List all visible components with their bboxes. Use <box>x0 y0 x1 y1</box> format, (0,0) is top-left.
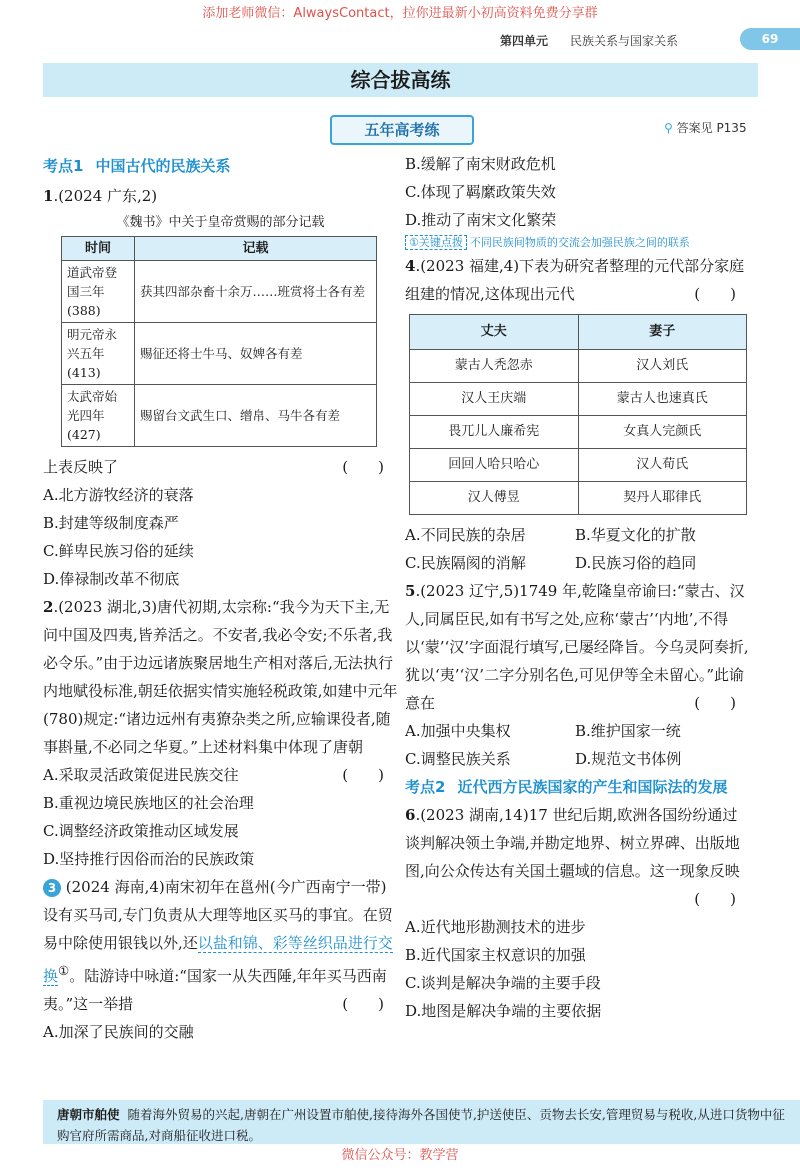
hint-text: 不同民族间物质的交流会加强民族之间的联系 <box>469 236 690 249</box>
option-c[interactable]: C.民族隔阂的消解 <box>405 554 526 572</box>
option-b[interactable]: B.近代国家主权意识的加强 <box>405 946 586 964</box>
answer-reference-text: 答案见 P135 <box>676 121 747 135</box>
section-heading-2 <box>405 775 750 799</box>
question-4 <box>405 252 750 308</box>
table-cell: 明元帝永兴五年(413) <box>62 323 135 385</box>
option-b[interactable]: B.重视边境民族地区的社会治理 <box>43 794 254 812</box>
question-source: .(2024 广东,2) <box>53 187 158 205</box>
note-marker: ① <box>58 963 70 978</box>
key-hint <box>405 234 750 252</box>
left-column <box>43 150 398 1046</box>
answer-blank[interactable]: ( ) <box>694 890 736 908</box>
table-header: 妻子 <box>578 315 747 350</box>
section-label: 考点2 <box>405 778 446 796</box>
answer-blank[interactable]: ( ) <box>694 285 736 303</box>
option-b[interactable]: B.维护国家一统 <box>575 722 681 740</box>
table-cell: 获其四部杂畜十余万……班赏将士各有差 <box>135 261 377 323</box>
question-stem <box>43 453 398 481</box>
options-ab <box>405 521 750 549</box>
option-c[interactable]: C.谈判是解决争端的主要手段 <box>405 974 601 992</box>
question-text: .(2023 湖北,3)唐代初期,太宗称:“我今为天下主,无问中国及四夷,皆养活之。不安者,我必令安;不乐者,我必令乐。”由于边远诸族聚居地生产相对落后,无法执行内地赋役标准,朝廷依据实情实施轻税政策,如建中元年(780)规定:“诸边远州有夷獠杂类之所,应输课役者,随事斟量,不必同之华夏。”上述材料集中体现了唐朝 <box>43 598 398 756</box>
table-cell: 蒙古人也速真氏 <box>578 383 747 416</box>
stem-text: 上表反映了 <box>43 458 119 476</box>
table-header: 丈夫 <box>410 315 579 350</box>
table-cell: 契丹人耶律氏 <box>578 482 747 515</box>
options-ab <box>405 717 750 745</box>
option-d[interactable]: D.地图是解决争端的主要依据 <box>405 1002 602 1020</box>
table-caption: 《魏书》中关于皇帝赏赐的部分记载 <box>116 215 325 230</box>
table-row <box>410 482 747 515</box>
option-d[interactable]: D.俸禄制改革不彻底 <box>43 570 180 588</box>
page-header <box>500 28 800 50</box>
unit-topic: 民族关系与国家关系 <box>570 34 679 48</box>
answer-blank[interactable]: ( ) <box>342 995 384 1013</box>
page-number: 69 <box>740 28 800 50</box>
table-header: 记载 <box>135 237 377 261</box>
question-number-badge: 3 <box>43 879 61 897</box>
table-row <box>410 350 747 383</box>
unit-label: 第四单元 <box>500 34 549 48</box>
table-cell: 汉人王庆端 <box>410 383 579 416</box>
question-number: 5 <box>405 582 416 600</box>
question-number: 2 <box>43 598 54 616</box>
option-c[interactable]: C.鲜卑民族习俗的延续 <box>43 542 194 560</box>
option-a[interactable]: A.北方游牧经济的衰落 <box>43 486 194 504</box>
table-cell: 蒙古人秃忽赤 <box>410 350 579 383</box>
option-d[interactable]: D.规范文书体例 <box>575 750 682 768</box>
question-text: .(2023 福建,4)下表为研究者整理的元代部分家庭组建的情况,这体现出元代 <box>405 257 745 303</box>
footer-note <box>43 1100 800 1144</box>
table-cell: 汉人傅昱 <box>410 482 579 515</box>
option-d[interactable]: D.坚持推行因俗而治的民族政策 <box>43 850 255 868</box>
question-number: 6 <box>405 806 416 824</box>
option-c[interactable]: C.调整经济政策推动区域发展 <box>43 822 239 840</box>
answer-blank[interactable]: ( ) <box>342 458 384 476</box>
option-b[interactable]: B.缓解了南宋财政危机 <box>405 155 556 173</box>
records-table <box>61 236 377 447</box>
section-badge: 五年高考练 <box>330 115 474 145</box>
question-text: .(2023 湖南,14)17 世纪后期,欧洲各国纷纷通过谈判解决领土争端,并勘定地界、树立界碑、出版地图,向公众传达有关国土疆域的信息。这一现象反映 <box>405 806 740 880</box>
options-cd <box>405 745 750 773</box>
option-d[interactable]: D.推动了南宋文化繁荣 <box>405 211 557 229</box>
right-column <box>405 150 750 1025</box>
table-header: 时间 <box>62 237 135 261</box>
watermark-top: 添加老师微信：AlwaysContact，拉你进最新小初高资料免费分享群 <box>202 6 598 21</box>
option-b[interactable]: B.封建等级制度森严 <box>43 514 179 532</box>
table-row <box>410 416 747 449</box>
table-cell: 赐留台文武生口、缯帛、马牛各有差 <box>135 385 377 447</box>
option-c[interactable]: C.调整民族关系 <box>405 750 511 768</box>
table-cell: 汉人荀氏 <box>578 449 747 482</box>
answer-blank[interactable]: ( ) <box>694 694 736 712</box>
section-heading-1 <box>43 152 398 180</box>
answer-reference <box>664 119 747 136</box>
table-row <box>62 323 377 385</box>
question-6 <box>405 801 750 908</box>
option-a[interactable]: A.采取灵活政策促进民族交往 <box>43 766 239 784</box>
question-text: (2024 海南,4)南宋初年在邕州(今广西南宁一带)设有买马司,专门负责从大理等地区买马的事宜。在贸易中除使用银钱以外,还 <box>43 878 393 952</box>
table-cell: 畏兀儿人廉希宪 <box>410 416 579 449</box>
page-title: 综合拔高练 <box>43 63 758 97</box>
option-a[interactable]: A.加深了民族间的交融 <box>43 1023 194 1041</box>
table-cell: 汉人刘氏 <box>578 350 747 383</box>
options-cd <box>405 549 750 577</box>
option-a[interactable]: A.近代地形勘测技术的进步 <box>405 918 586 936</box>
table-cell: 回回人哈只哈心 <box>410 449 579 482</box>
table-row <box>410 383 747 416</box>
answer-blank[interactable]: ( ) <box>342 766 384 784</box>
question-text: 。陆游诗中咏道:“国家一从失西陲,年年买马西南夷。”这一举措 <box>43 967 387 1013</box>
question-1 <box>43 182 398 210</box>
section-label: 考点1 <box>43 157 84 175</box>
table-cell: 赐征还将士牛马、奴婢各有差 <box>135 323 377 385</box>
option-b[interactable]: B.华夏文化的扩散 <box>575 526 696 544</box>
section-title: 近代西方民族国家的产生和国际法的发展 <box>457 778 728 796</box>
table-row <box>410 449 747 482</box>
table-cell: 道武帝登国三年(388) <box>62 261 135 323</box>
watermark-bottom: 微信公众号：教学营 <box>341 1148 459 1163</box>
question-number: 4 <box>405 257 416 275</box>
question-3 <box>43 873 398 1018</box>
option-c[interactable]: C.体现了羁縻政策失效 <box>405 183 556 201</box>
table-cell: 太武帝始光四年(427) <box>62 385 135 447</box>
table-row <box>62 261 377 323</box>
footer-term: 唐朝市舶使 <box>57 1107 120 1122</box>
option-d[interactable]: D.民族习俗的趋同 <box>575 554 697 572</box>
hint-tag: ①关键点拨 <box>405 235 467 250</box>
option-a[interactable]: A.加强中央集权 <box>405 722 511 740</box>
section-title: 中国古代的民族关系 <box>95 157 231 175</box>
underlined-keyphrase: 以盐和锦、彩等丝织品进行交换 <box>43 934 393 985</box>
footer-text: 随着海外贸易的兴起,唐朝在广州设置市舶使,接待海外各国使节,护送使臣、贡物去长安,管理贸易与税收,从进口货物中征购官府所需商品,对商船征收进口税。 <box>57 1107 785 1143</box>
marriage-table <box>409 314 747 515</box>
magnifier-icon: ⚲ <box>664 121 673 135</box>
option-a[interactable]: A.不同民族的杂居 <box>405 526 526 544</box>
question-text: .(2023 辽宁,5)1749 年,乾隆皇帝谕曰:“蒙古、汉人,同属臣民,如有书写之处,应称‘蒙古’‘内地’,不得以‘蒙’‘汉’字面混行填写,已屡经降旨。今乌灵阿奏折,犹以‘夷’‘汉’二字分别名色,可见伊等全未留心。”此谕意在 <box>405 582 749 712</box>
table-cell: 女真人完颜氏 <box>578 416 747 449</box>
question-5 <box>405 577 750 717</box>
question-number: 1 <box>43 187 54 205</box>
table-row <box>62 385 377 447</box>
